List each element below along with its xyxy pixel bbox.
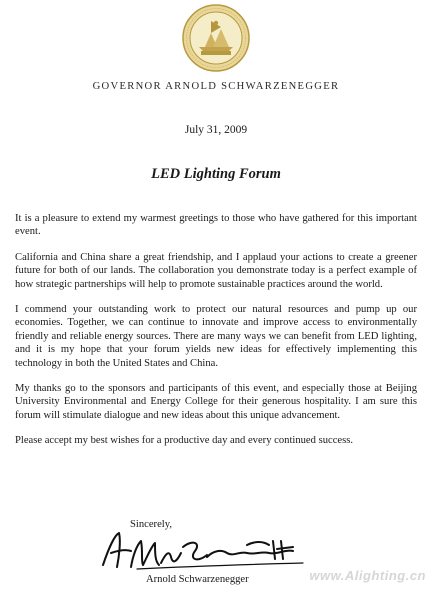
closing-salutation: Sincerely, — [130, 519, 172, 530]
paragraph: I commend your outstanding work to protect our natural resources and pump up our economies. Together, we can continue to innovate and improve access to environmentally friendly and reliable energy sources. There are many ways we can benefit from LED lighting, and it is my hope that your forum yields new ideas for effectively implementing this technology in both the United States and China. — [15, 304, 417, 369]
signer-name: Arnold Schwarzenegger — [146, 574, 249, 585]
signature-icon — [97, 527, 312, 575]
paragraph: California and China share a great friendship, and I applaud your actions to create a greener future for both of our lands. The collaboration you demonstrate today is a perfect example of how strategic partnerships will help to promote sustainable practices around the world. — [15, 251, 417, 290]
state-seal-icon — [181, 3, 251, 73]
paragraph: Please accept my best wishes for a productive day and every continued success. — [15, 435, 354, 447]
letter-date: July 31, 2009 — [184, 124, 248, 136]
paragraph: My thanks go to the sponsors and participants of this event, and especially those at Beijing University Environmental and Energy College for their generous hospitality. I am sure this forum will stimulate dialogue and new ideas about this unique advancement. — [15, 383, 417, 421]
paragraph: It is a pleasure to extend my warmest greetings to those who have gathered for this important event. — [15, 213, 417, 238]
letter-body — [15, 212, 417, 460]
watermark: www.Alighting.cn — [309, 568, 426, 583]
letter-title: LED Lighting Forum — [151, 166, 281, 182]
governor-letterhead: GOVERNOR ARNOLD SCHWARZENEGGER — [92, 81, 340, 92]
